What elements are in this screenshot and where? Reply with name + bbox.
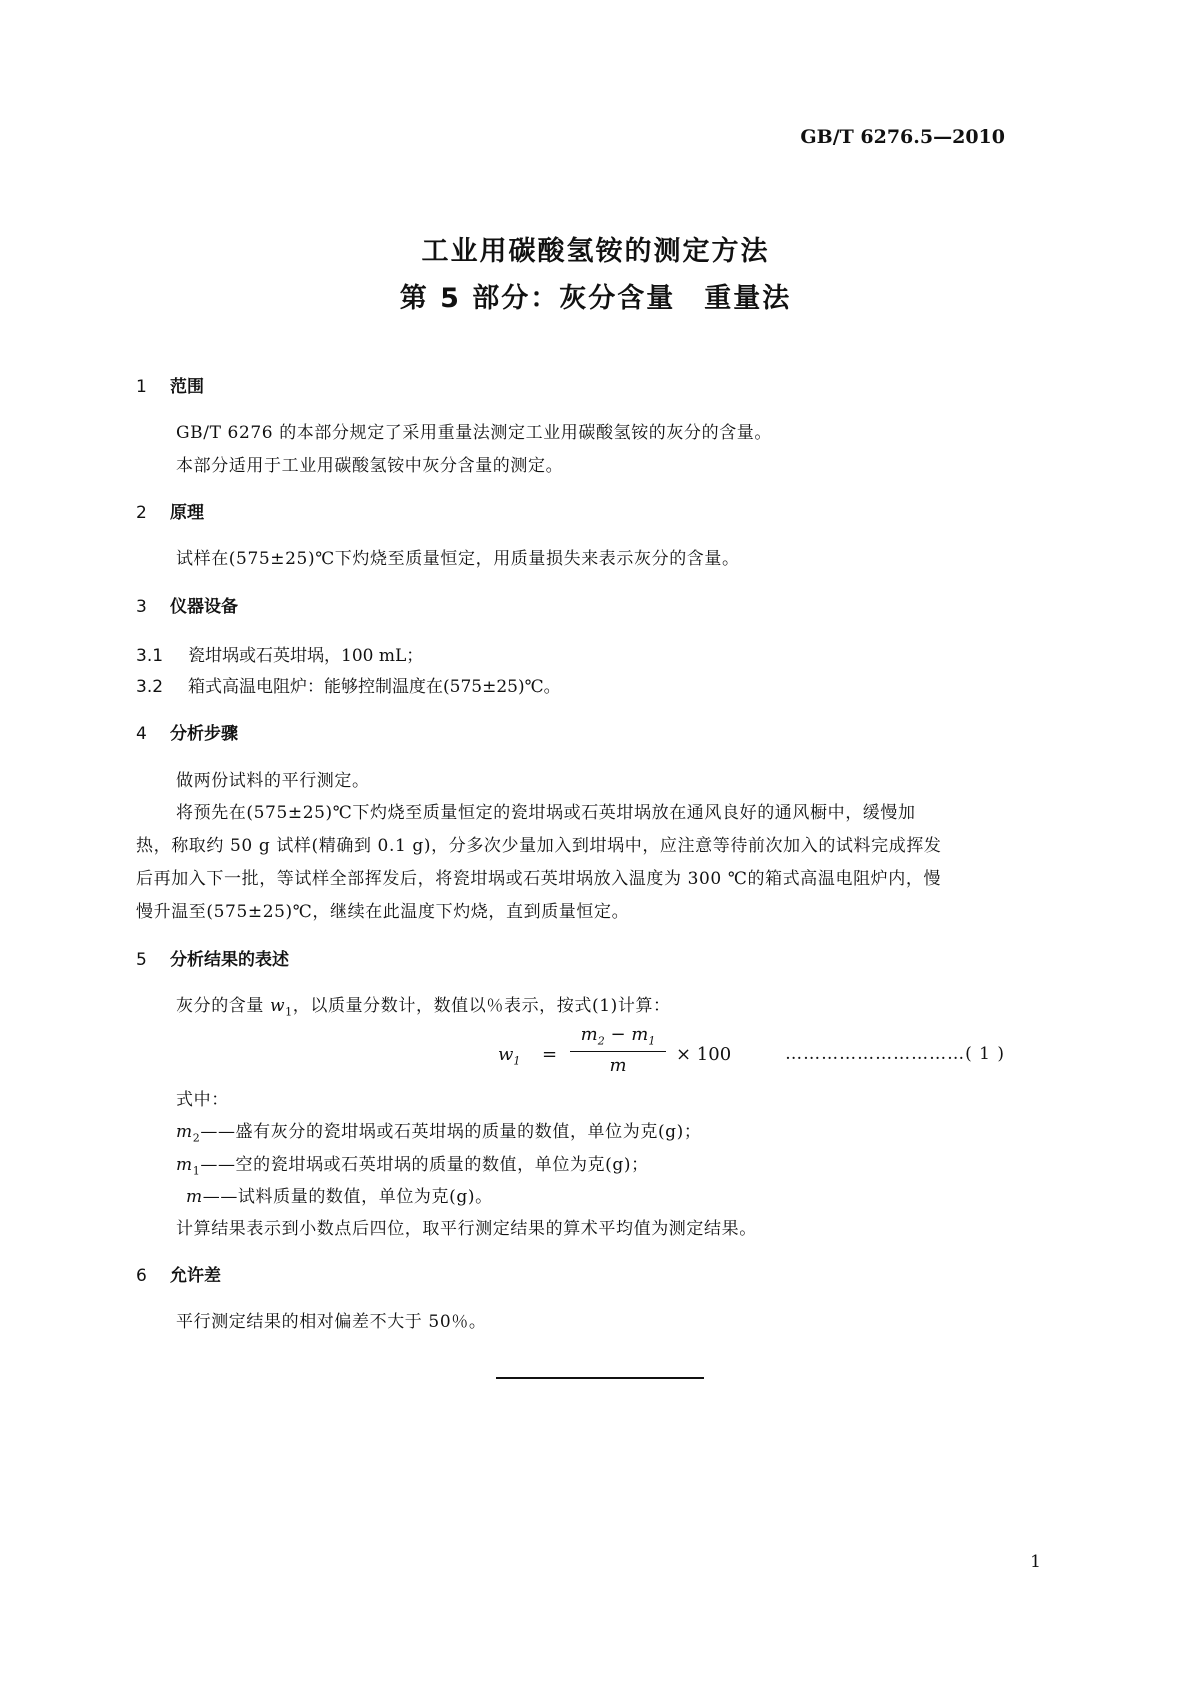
section-heading-principle [136,498,204,523]
item-number: 3.2 [136,677,164,697]
section-heading-tolerance [136,1261,221,1286]
paragraph-line: 慢升温至(575±25)℃，继续在此温度下灼烧，直到质量恒定。 [136,902,630,922]
section-heading-results [136,945,289,970]
standard-number: GB/T 6276.5—2010 [800,126,1005,148]
apparatus-item [136,641,423,666]
item-text: 箱式高温电阻炉：能够控制温度在(575±25)℃。 [188,677,561,697]
paragraph: 本部分适用于工业用碳酸氢铵中灰分含量的测定。 [176,456,564,476]
paragraph: 灰分的含量 $w_1$，以质量分数计，数值以％表示，按式(1)计算： [176,996,671,1019]
formula-multiplier: × 100 [676,1044,732,1065]
where-label: 式中： [176,1090,229,1110]
definition-m: m——试料质量的数值，单位为克(g)。 [186,1187,493,1207]
section-title: 分析结果的表述 [170,950,289,970]
formula-fraction [570,1024,666,1076]
section-title: 分析步骤 [170,724,238,744]
section-title: 原理 [170,503,204,523]
end-divider [496,1377,704,1379]
document-title: 工业用碳酸氢铵的测定方法 [421,236,770,267]
paragraph: GB/T 6276 的本部分规定了采用重量法测定工业用碳酸氢铵的灰分的含量。 [176,423,773,443]
paragraph-line: 将预先在(575±25)℃下灼烧至质量恒定的瓷坩埚或石英坩埚放在通风良好的通风橱中，缓慢加 [176,803,916,823]
formula-denominator: m [609,1055,627,1076]
page-number: 1 [1030,1552,1041,1572]
section-number: 1 [136,377,147,397]
paragraph: 平行测定结果的相对偏差不大于 50％。 [176,1312,487,1332]
section-title: 仪器设备 [170,597,238,617]
section-heading-scope [136,372,204,397]
formula-numerator: $m_2 - m_1$ [580,1024,656,1048]
apparatus-item [136,672,561,697]
definition-m1: $m_1——$空的瓷坩埚或石英坩埚的质量的数值，单位为克(g)； [176,1155,649,1178]
fraction-bar [570,1051,666,1052]
formula-lhs: $w_1$ [498,1044,521,1068]
section-heading-procedure [136,719,238,744]
section-number: 5 [136,950,147,970]
paragraph: 计算结果表示到小数点后四位，取平行测定结果的算术平均值为测定结果。 [176,1219,757,1239]
section-number: 6 [136,1266,147,1286]
paragraph: 试样在(575±25)℃下灼烧至质量恒定，用质量损失来表示灰分的含量。 [176,549,740,569]
equation-number: …………………………( 1 ) [785,1044,1005,1064]
paragraph-line: 热，称取约 50 g 试样(精确到 0.1 g)，分多次少量加入到坩埚中，应注意等待前次加入的试料完成挥发 [136,836,942,856]
section-heading-apparatus [136,592,238,617]
section-number: 2 [136,503,147,523]
formula-equals: = [542,1044,558,1065]
section-number: 4 [136,724,147,744]
item-number: 3.1 [136,646,164,666]
section-title: 允许差 [170,1266,221,1286]
item-text: 瓷坩埚或石英坩埚，100 mL； [188,646,424,666]
section-number: 3 [136,597,147,617]
definition-m2: $m_2——$盛有灰分的瓷坩埚或石英坩埚的质量的数值，单位为克(g)； [176,1122,702,1145]
paragraph-line: 后再加入下一批，等试样全部挥发后，将瓷坩埚或石英坩埚放入温度为 300 ℃的箱式高温电阻炉内，慢 [136,869,942,889]
paragraph: 做两份试料的平行测定。 [176,771,370,791]
document-subtitle: 第 5 部分：灰分含量 重量法 [399,283,792,314]
section-title: 范围 [170,377,204,397]
